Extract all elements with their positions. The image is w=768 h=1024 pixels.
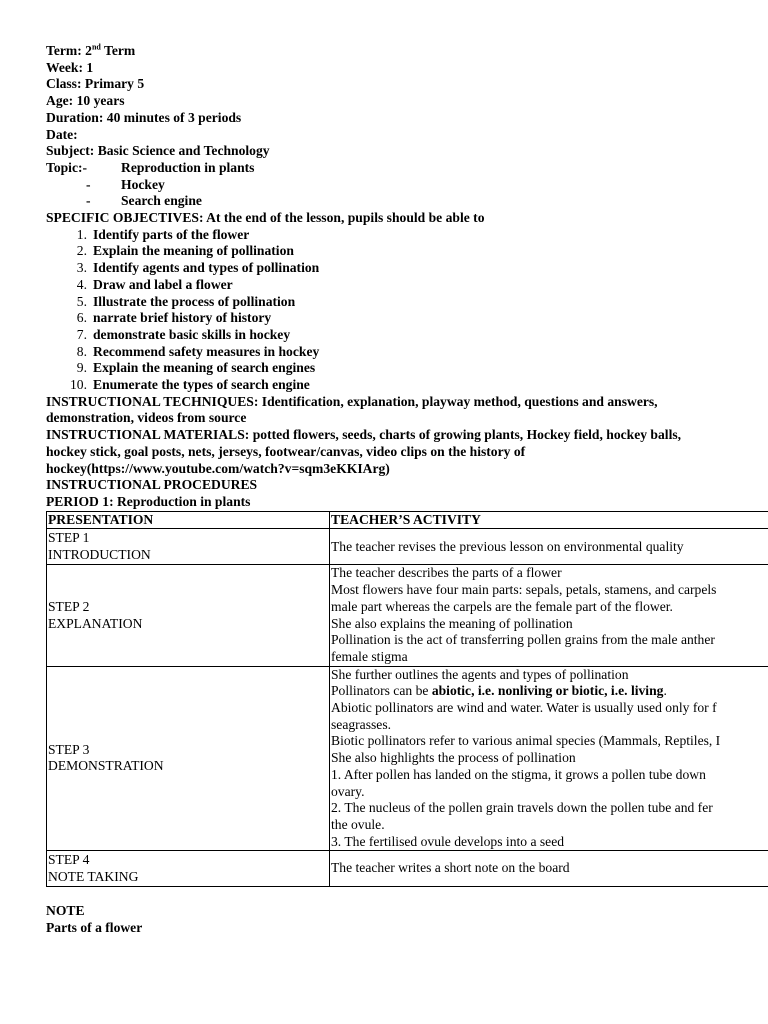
objectives-list xyxy=(46,227,768,394)
table-row xyxy=(47,565,768,666)
table-row xyxy=(47,851,768,887)
lesson-plan-document xyxy=(46,43,768,937)
list-item: 4. Draw and label a flower xyxy=(76,276,233,292)
period-heading: PERIOD 1: Reproduction in plants xyxy=(46,493,251,509)
note-subheading: Parts of a flower xyxy=(46,920,143,936)
topic-item: Search engine xyxy=(121,193,202,209)
list-item: 9. Explain the meaning of search engines xyxy=(76,360,316,376)
list-item: 8. Recommend safety measures in hockey xyxy=(76,343,320,359)
age-line: Age: 10 years xyxy=(46,93,125,109)
instructional-materials: INSTRUCTIONAL MATERIALS: potted flowers, seeds, charts of growing plants, Hockey field, hockey balls, hockey stick, goal posts, nets, jerseys, footwear/canvas, video clips on the history of hockey(https://www.youtube.com/watch?v=sqm3eKKIArg) xyxy=(46,427,682,476)
note-section xyxy=(46,903,768,936)
class-line: Class: Primary 5 xyxy=(46,76,145,92)
step-cell: STEP 4 NOTE TAKING xyxy=(47,851,330,887)
step-cell: STEP 1 INTRODUCTION xyxy=(47,529,330,565)
step-cell: STEP 3 DEMONSTRATION xyxy=(47,666,330,851)
activity-cell: The teacher describes the parts of a flower Most flowers have four main parts: sepals, petals, stamens, and carpels male part whereas the carpels are the female part of the flower. She also explains the meaning of pollination Pollination is the act of transferring pollen grains from the male anther female stigma xyxy=(330,565,768,666)
list-item: 7. demonstrate basic skills in hockey xyxy=(76,326,291,342)
topic-label: Topic:- xyxy=(46,159,88,175)
column-header-activity: TEACHER’S ACTIVITY xyxy=(330,511,768,529)
activity-cell: She further outlines the agents and types of pollination Pollinators can be abiotic, i.e. nonliving or biotic, i.e. living. Abiotic pollinators are wind and water. Water is usually used only for f seagrasses. Biotic pollinators refer to various animal species (Mammals, Reptiles, I She also highlights the process of pollination 1. After pollen has landed on the stigma, it grows a pollen tube down ovary. 2. The nucleus of the pollen grain travels down the pollen tube and fer the ovule. 3. The fertilised ovule develops into a seed xyxy=(330,666,768,851)
term-line: Term: 2nd Term xyxy=(46,42,136,58)
activity-cell: The teacher writes a short note on the board xyxy=(330,851,768,887)
objectives-heading: SPECIFIC OBJECTIVES: At the end of the lesson, pupils should be able to xyxy=(46,210,485,226)
list-item: 3. Identify agents and types of pollination xyxy=(76,260,320,276)
duration-line: Duration: 40 minutes of 3 periods xyxy=(46,109,242,125)
column-header-presentation: PRESENTATION xyxy=(47,511,330,529)
subject-line: Subject: Basic Science and Technology xyxy=(46,143,270,159)
instructional-techniques: INSTRUCTIONAL TECHNIQUES: Identification, explanation, playway method, questions and answers, demonstration, videos from source xyxy=(46,393,658,426)
note-heading: NOTE xyxy=(46,903,85,919)
topic-item: Reproduction in plants xyxy=(121,159,255,175)
table-row xyxy=(47,529,768,565)
list-item: 6. narrate brief history of history xyxy=(76,310,272,326)
lesson-table xyxy=(46,511,768,888)
table-row xyxy=(47,666,768,851)
step-cell: STEP 2 EXPLANATION xyxy=(47,565,330,666)
topic-item: Hockey xyxy=(121,176,165,192)
date-line: Date: xyxy=(46,126,78,142)
topic-subitem: - Hockey xyxy=(86,176,165,192)
topic-subitem: - Search engine xyxy=(86,193,202,209)
list-item: 1. Identify parts of the flower xyxy=(76,226,250,242)
list-item: 2. Explain the meaning of pollination xyxy=(76,243,294,259)
topic-line xyxy=(46,160,768,177)
table-header-row xyxy=(47,511,768,529)
week-line: Week: 1 xyxy=(46,59,94,75)
list-item: 10. Enumerate the types of search engine xyxy=(70,377,310,393)
activity-cell: The teacher revises the previous lesson on environmental quality xyxy=(330,529,768,565)
list-item: 5. Illustrate the process of pollination xyxy=(76,293,296,309)
instructional-procedures: INSTRUCTIONAL PROCEDURES xyxy=(46,477,258,493)
